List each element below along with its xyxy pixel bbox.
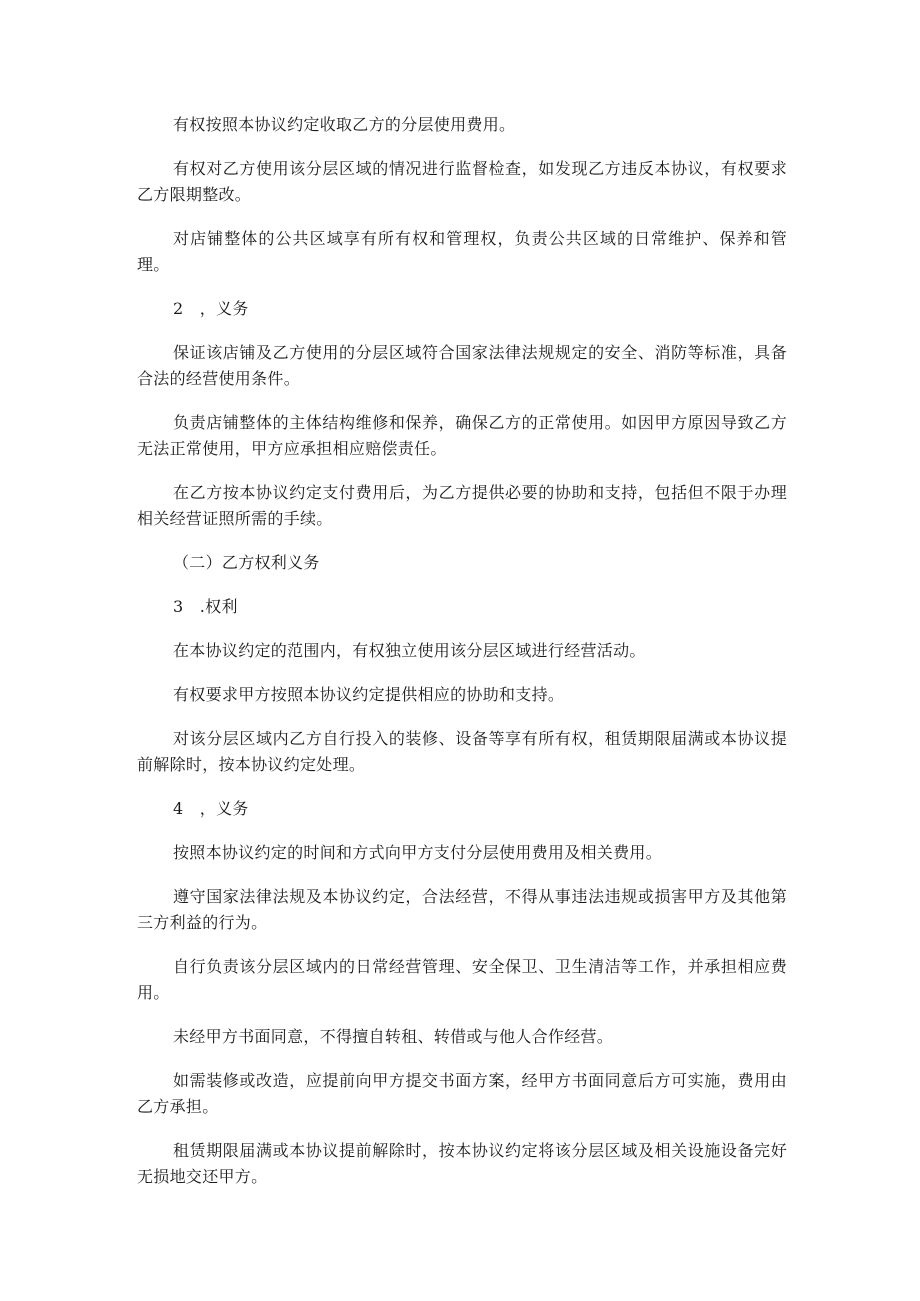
paragraph: 自行负责该分层区域内的日常经营管理、安全保卫、卫生清洁等工作，并承担相应费用。 (137, 957, 787, 1002)
paragraph: 租赁期限届满或本协议提前解除时，按本协议约定将该分层区域及相关设施设备完好无损地交还甲方。 (137, 1141, 787, 1186)
paragraph: 如需装修或改造，应提前向甲方提交书面方案，经甲方书面同意后方可实施，费用由乙方承担。 (137, 1071, 787, 1116)
paragraph: 遵守国家法律法规及本协议约定，合法经营，不得从事违法违规或损害甲方及其他第三方利益的行为。 (137, 887, 787, 932)
paragraph: 有权对乙方使用该分层区域的情况进行监督检查，如发现乙方违反本协议，有权要求乙方限期整改。 (137, 159, 787, 204)
paragraph: 对该分层区域内乙方自行投入的装修、设备等享有所有权，租赁期限届满或本协议提前解除时，按本协议约定处理。 (137, 729, 787, 774)
document-body (137, 112, 787, 1208)
section-heading: 4 ，义务 (173, 799, 249, 818)
paragraph: 有权按照本协议约定收取乙方的分层使用费用。 (173, 115, 516, 134)
section-heading: （二）乙方权利义务 (173, 553, 320, 572)
paragraph: 在本协议约定的范围内，有权独立使用该分层区域进行经营活动。 (173, 641, 646, 660)
section-heading: 3 .权利 (173, 597, 238, 616)
paragraph: 对店铺整体的公共区域享有所有权和管理权，负责公共区域的日常维护、保养和管理。 (137, 229, 787, 274)
section-heading: 2 ，义务 (173, 299, 249, 318)
paragraph: 有权要求甲方按照本协议约定提供相应的协助和支持。 (173, 685, 565, 704)
paragraph: 在乙方按本协议约定支付费用后，为乙方提供必要的协助和支持，包括但不限于办理相关经营证照所需的手续。 (137, 483, 787, 528)
paragraph: 保证该店铺及乙方使用的分层区域符合国家法律法规规定的安全、消防等标准，具备合法的经营使用条件。 (137, 343, 787, 388)
paragraph: 负责店铺整体的主体结构维修和保养，确保乙方的正常使用。如因甲方原因导致乙方无法正常使用，甲方应承担相应赔偿责任。 (137, 413, 787, 458)
paragraph: 按照本协议约定的时间和方式向甲方支付分层使用费用及相关费用。 (173, 843, 663, 862)
paragraph: 未经甲方书面同意，不得擅自转租、转借或与他人合作经营。 (173, 1027, 614, 1046)
